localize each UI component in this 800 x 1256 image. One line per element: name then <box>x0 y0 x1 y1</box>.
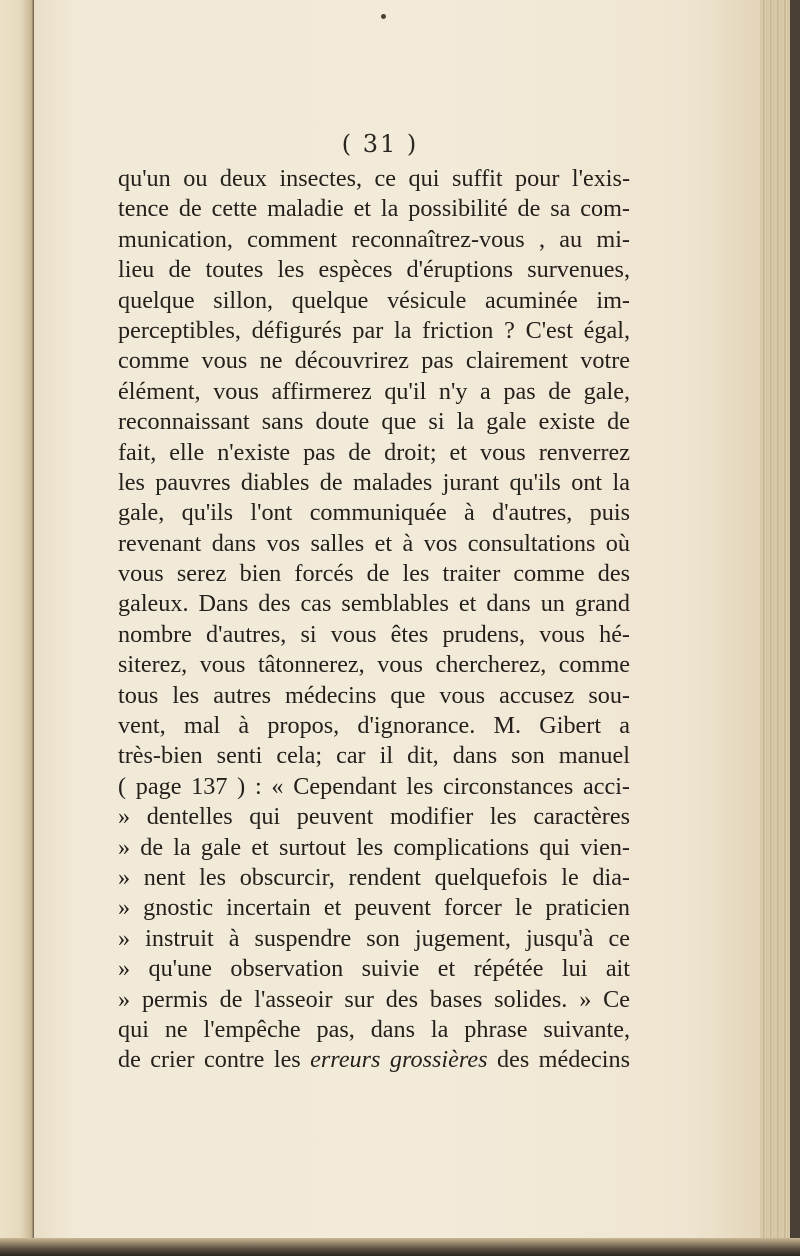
text-line: fait, elle n'existe pas de droit; et vous renverrez <box>118 438 630 466</box>
text-line: ( page 137 ) : « Cependant les circonstances acci- <box>118 772 630 800</box>
text-line: quelque sillon, quelque vésicule acuminée im- <box>118 286 630 314</box>
page-number: ( 31 ) <box>341 130 419 158</box>
final-text-line <box>118 1045 630 1075</box>
text-line: » qu'une observation suivie et répétée lui ait <box>118 955 630 983</box>
text-line: gale, qu'ils l'ont communiquée à d'autres, puis <box>118 499 630 527</box>
text-line: » gnostic incertain et peuvent forcer le praticien <box>118 894 630 922</box>
text-line: qu'un ou deux insectes, ce qui suffit pour l'exis- <box>118 165 630 192</box>
text-line: nombre d'autres, si vous êtes prudens, vous hé- <box>118 620 630 648</box>
text-line: qui ne l'empêche pas, dans la phrase suivante, <box>118 1015 630 1043</box>
text-line: » dentelles qui peuvent modifier les caractères <box>118 803 630 831</box>
text-line: lieu de toutes les espèces d'éruptions survenues, <box>118 256 630 284</box>
text-line: siterez, vous tâtonnerez, vous chercherez, comme <box>118 651 630 679</box>
text-line: les pauvres diables de malades jurant qu'ils ont la <box>118 468 630 496</box>
text-line: très-bien senti cela; car il dit, dans son manuel <box>118 742 630 770</box>
text-line: revenant dans vos salles et à vos consultations où <box>118 529 630 557</box>
text-line: » instruit à suspendre son jugement, jusqu'à ce <box>118 924 630 952</box>
text-line: » permis de l'asseoir sur des bases solides. » Ce <box>118 985 630 1013</box>
text-line: reconnaissant sans doute que si la gale existe de <box>118 408 630 436</box>
text-line: tence de cette maladie et la possibilité de sa com- <box>118 195 630 223</box>
text-line: perceptibles, défigurés par la friction ? C'est égal, <box>118 316 630 344</box>
text-line: tous les autres médecins que vous accusez sou- <box>118 681 630 709</box>
text-line: munication, comment reconnaîtrez-vous , au mi- <box>118 225 630 253</box>
text-line: galeux. Dans des cas semblables et dans un grand <box>118 590 630 618</box>
body-text <box>118 164 630 1076</box>
text-line: comme vous ne découvrirez pas clairement votre <box>118 347 630 375</box>
ink-dot <box>381 14 386 19</box>
bottom-page-edge <box>0 1238 800 1256</box>
italic-phrase: erreurs grossières <box>310 1046 488 1074</box>
text-line: » de la gale et surtout les complications qui vien- <box>118 833 630 861</box>
text-line: » nent les obscurcir, rendent quelquefois le dia- <box>118 863 630 891</box>
text-line: vous serez bien forcés de les traiter comme des <box>118 560 630 588</box>
text-line: vent, mal à propos, d'ignorance. M. Gibert a <box>118 712 630 740</box>
binding-shadow <box>790 0 800 1256</box>
final-line-end: des médecins <box>487 1046 631 1074</box>
text-line: élément, vous affirmerez qu'il n'y a pas de gale, <box>118 377 630 405</box>
left-page-edge <box>0 0 34 1256</box>
final-line-start: de crier contre les <box>118 1046 311 1074</box>
